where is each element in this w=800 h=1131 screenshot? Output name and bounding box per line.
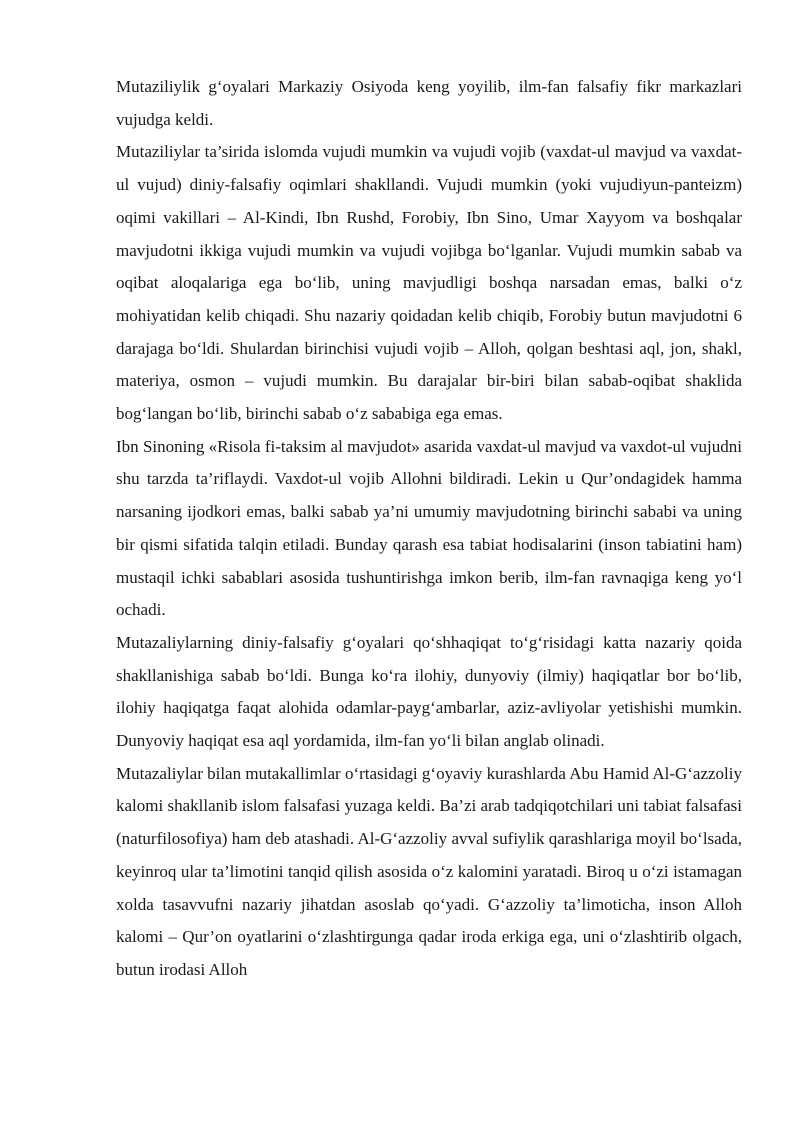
paragraph-4: Mutazaliylarning diniy-falsafiy g‘oyalari qo‘shhaqiqat to‘g‘risidagi katta nazariy qoida shakllanishiga sabab bo‘ldi. Bunga ko‘ra ilohiy, dunyoviy (ilmiy) haqiqatlar bor bo‘lib, ilohiy haqiqatga faqat alohida odamlar-payg‘ambarlar, aziz-avliyolar yetishishi mumkin. Dunyoviy haqiqat esa aql yordamida, ilm-fan yo‘li bilan anglab olinadi. (116, 632, 742, 751)
paragraph-5: Mutazaliylar bilan mutakallimlar o‘rtasidagi g‘oyaviy kurashlarda Abu Hamid Al-G‘azzoliy kalomi shakllanib islom falsafasi yuzaga keldi. Ba’zi arab tadqiqotchilari uni tabiat falsafasi (naturfilosofiya) ham deb atashadi. Al-G‘azzoliy avval sufiylik qarashlariga moyil bo‘lsada, keyinroq ular ta’limotini tanqid qilish asosida o‘z kalomini yaratadi. Biroq u o‘zi istamagan xolda tasavvufni nazariy jihatdan asoslab qo‘yadi. G‘azzoliy ta’limoticha, inson Alloh kalomi – Qur’on oyatlarini o‘zlashtirgunga qadar iroda erkiga ega, uni o‘zlashtirib olgach, butun irodasi Alloh (116, 763, 742, 979)
paragraph-3: Ibn Sinoning «Risola fi-taksim al mavjudot» asarida vaxdat-ul mavjud va vaxdot-ul vujudni shu tarzda ta’riflaydi. Vaxdot-ul vojib Allohni bildiradi. Lekin u Qur’ondagidek hamma narsaning ijodkori emas, balki sabab ya’ni umumiy mavjudotning birinchi sababi va uning bir qismi sifatida talqin etiladi. Bunday qarash esa tabiat hodisalarini (inson tabiatini ham) mustaqil ichki sabablari asosida tushuntirishga imkon berib, ilm-fan ravnaqiga keng yo‘l ochadi. (116, 436, 742, 620)
paragraph-1: Mutaziliylik g‘oyalari Markaziy Osiyoda keng yoyilib, ilm-fan falsafiy fikr markazlari vujudga keldi. (116, 77, 742, 129)
document-page (116, 71, 742, 987)
paragraph-2: Mutaziliylar ta’sirida islomda vujudi mumkin va vujudi vojib (vaxdat-ul mavjud va vaxdat-ul vujud) diniy-falsafiy oqimlari shakllandi. Vujudi mumkin (yoki vujudiyun-panteizm) oqimi vakillari – Al-Kindi, Ibn Rushd, Forobiy, Ibn Sino, Umar Xayyom va boshqalar mavjudotni ikkiga vujudi mumkin va vujudi vojibga bo‘lganlar. Vujudi mumkin sabab va oqibat aloqalariga ega bo‘lib, uning mavjudligi boshqa narsadan emas, balki o‘z mohiyatidan kelib chiqadi. Shu nazariy qoidadan kelib chiqib, Forobiy butun mavjudotni 6 darajaga bo‘ldi. Shulardan birinchisi vujudi vojib – Alloh, qolgan beshtasi aql, jon, shakl, materiya, osmon – vujudi mumkin. Bu darajalar bir-biri bilan sabab-oqibat shaklida bog‘langan bo‘lib, birinchi sabab o‘z sababiga ega emas. (116, 142, 742, 424)
